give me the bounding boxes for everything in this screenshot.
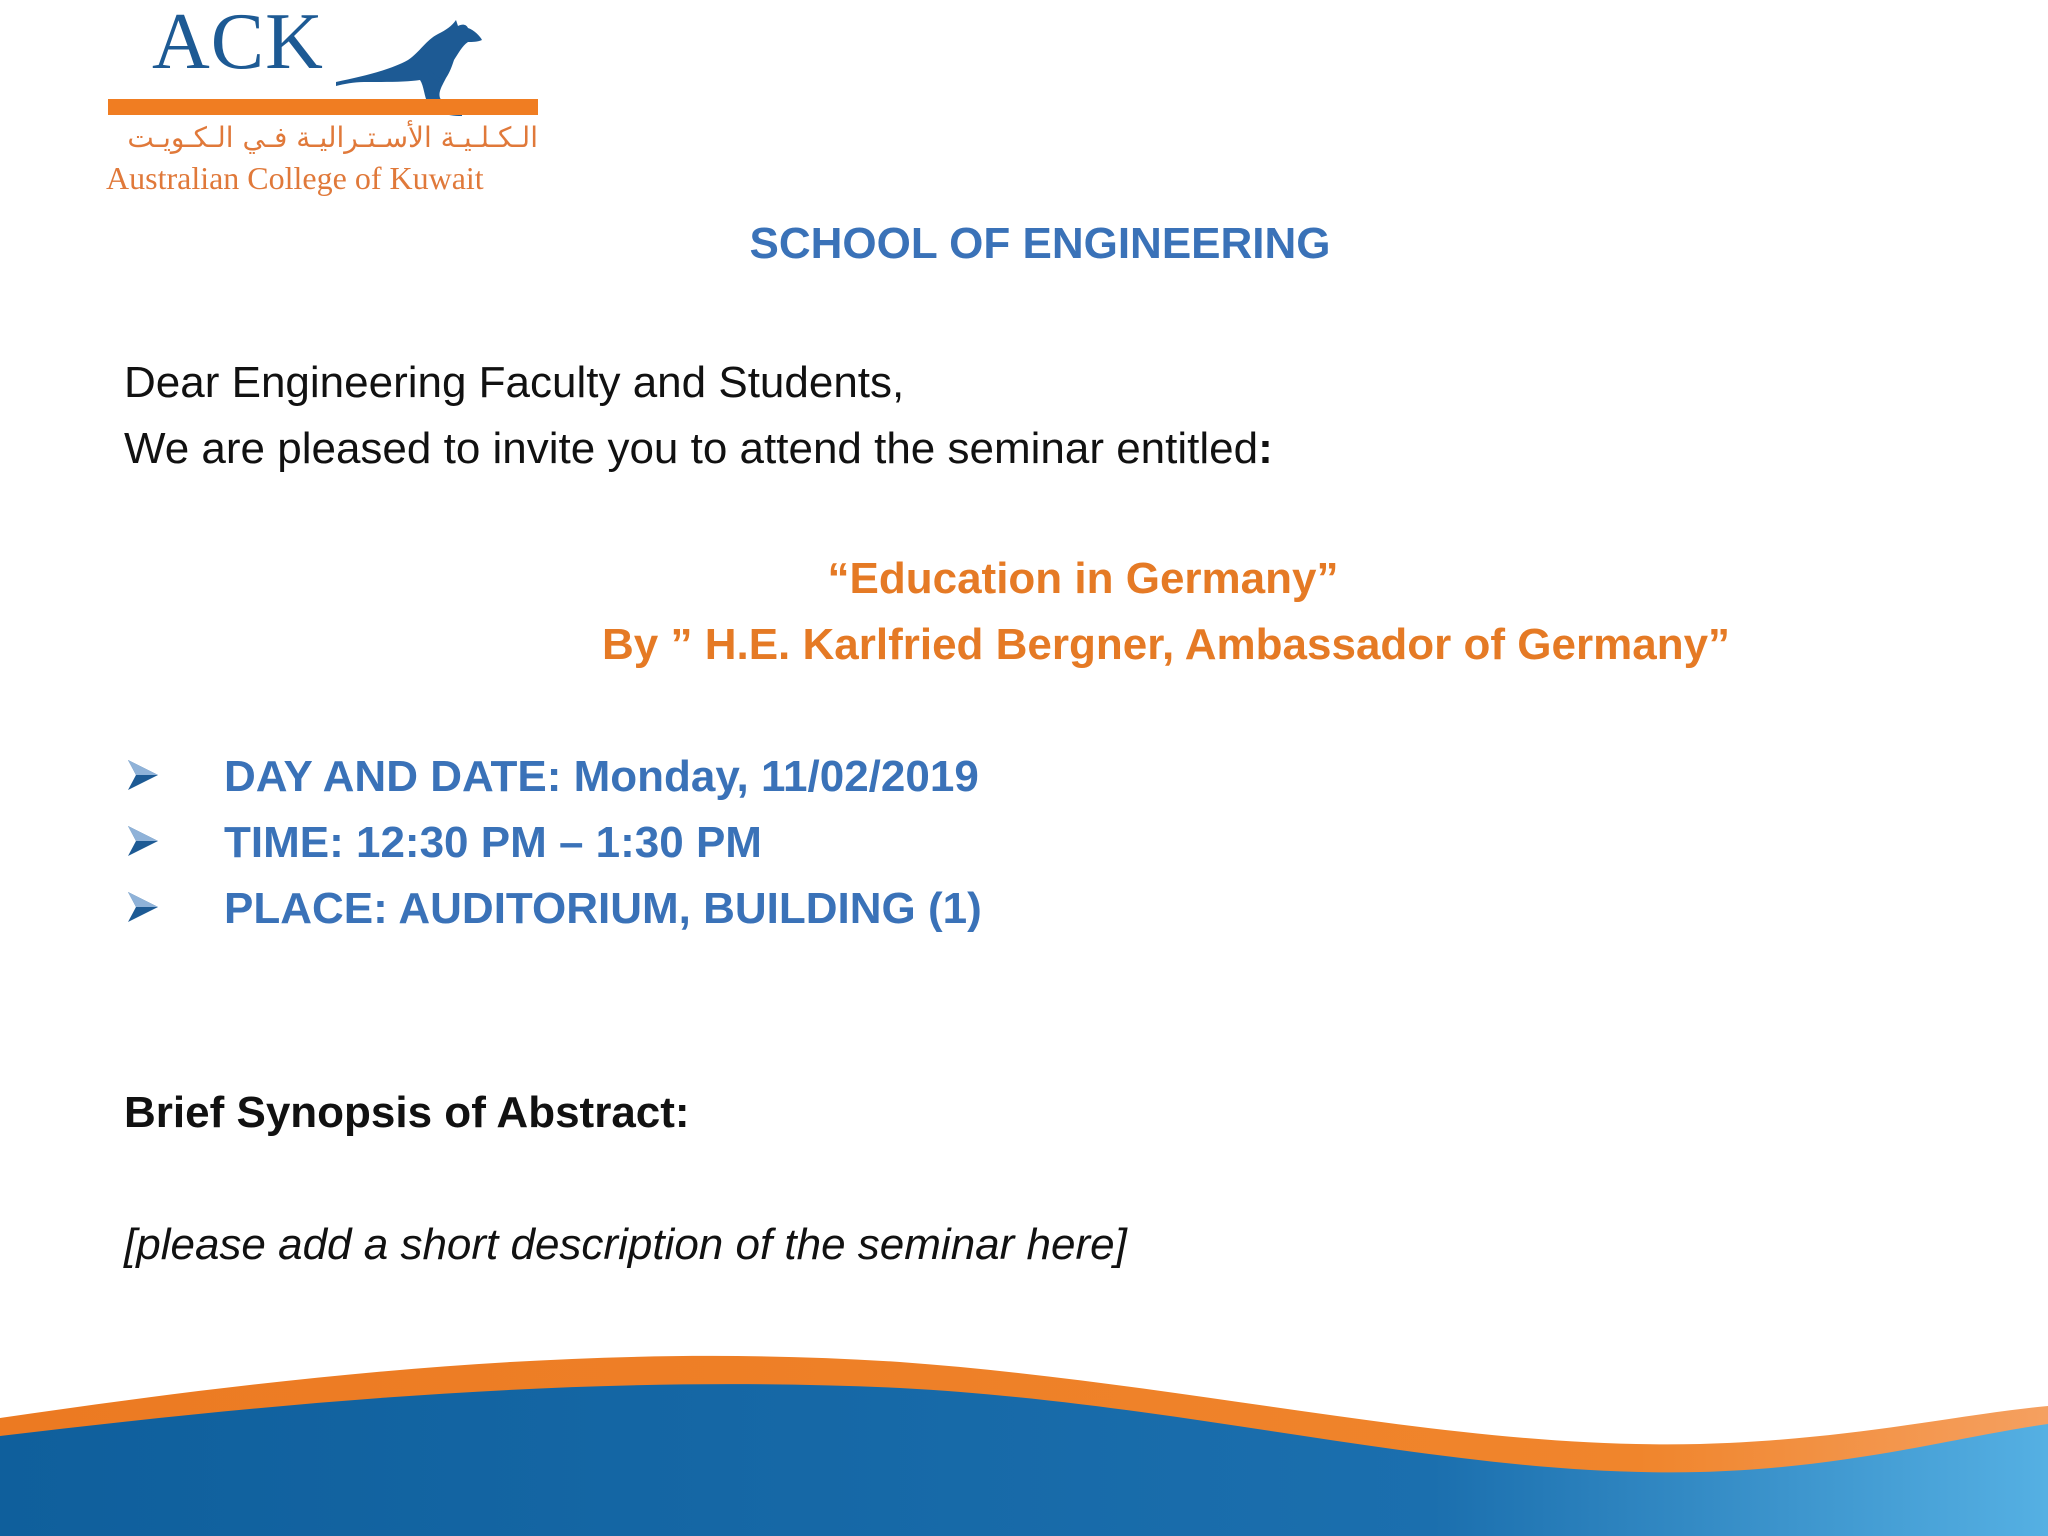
college-logo <box>104 0 544 200</box>
detail-text: PLACE: AUDITORIUM, BUILDING (1) <box>224 884 982 933</box>
seminar-title: “Education in Germany” <box>827 554 1339 603</box>
logo-arabic-name: الـكـلـيـة الأسـتـراليـة فـي الـكـويـت <box>127 121 538 154</box>
invitation-text: We are pleased to invite you to attend the seminar entitled <box>124 424 1259 473</box>
detail-day-date <box>124 744 982 810</box>
detail-text: TIME: 12:30 PM – 1:30 PM <box>224 818 762 867</box>
invitation-line <box>124 416 1273 482</box>
synopsis-placeholder: [please add a short description of the seminar here] <box>124 1220 1127 1269</box>
footer-wave-decoration <box>0 1340 2048 1536</box>
arrow-bullet-icon <box>126 758 160 792</box>
invitation-colon: : <box>1258 424 1273 473</box>
detail-text: DAY AND DATE: Monday, 11/02/2019 <box>224 752 979 801</box>
detail-place <box>124 876 982 942</box>
school-title: SCHOOL OF ENGINEERING <box>749 219 1331 268</box>
logo-orange-bar <box>108 99 538 115</box>
arrow-bullet-icon <box>126 890 160 924</box>
seminar-speaker: By ” H.E. Karlfried Bergner, Ambassador of Germany” <box>602 620 1731 669</box>
salutation: Dear Engineering Faculty and Students, <box>124 358 905 407</box>
greeting-block <box>124 350 1273 482</box>
logo-english-name: Australian College of Kuwait <box>106 160 484 196</box>
synopsis-heading: Brief Synopsis of Abstract: <box>124 1088 690 1137</box>
arrow-bullet-icon <box>126 824 160 858</box>
detail-time <box>124 810 982 876</box>
event-details-list <box>124 744 982 942</box>
logo-wordmark: ACK <box>152 0 324 86</box>
